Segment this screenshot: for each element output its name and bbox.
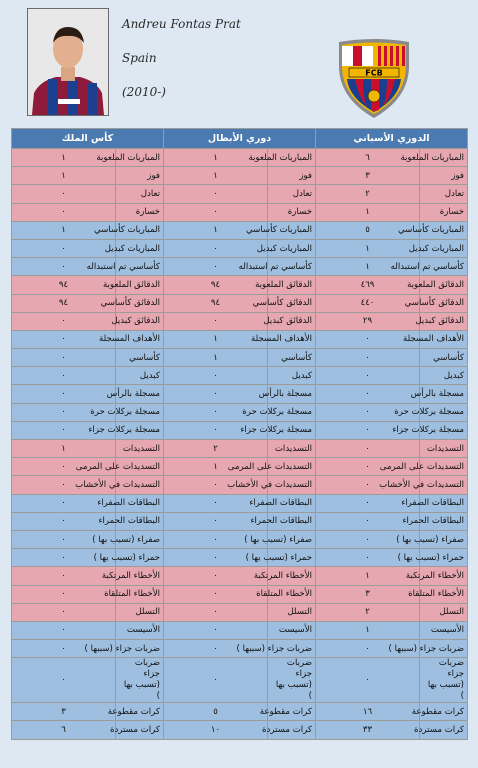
stat-value-copa-del-rey: ٠ xyxy=(12,203,116,221)
stat-label-copa-del-rey: الأهداف المسجلة xyxy=(116,330,164,348)
stat-label-champions-league: الدقائق كبديل xyxy=(268,312,316,330)
stat-value-la-liga: ٠ xyxy=(316,458,420,476)
stat-label-champions-league: ضربات جزاء (تسبب بها ) xyxy=(268,658,316,703)
stat-label-copa-del-rey: حمراء (تسبب بها ) xyxy=(116,549,164,567)
stat-label-la-liga: التسديدات على المرمى xyxy=(420,458,468,476)
stat-label-champions-league: خسارة xyxy=(268,203,316,221)
stat-value-copa-del-rey: ٠ xyxy=(12,239,116,257)
table-row xyxy=(12,221,468,239)
stat-value-champions-league: ١ xyxy=(164,221,268,239)
stat-value-copa-del-rey: ١ xyxy=(12,440,116,458)
stat-label-la-liga: الدقائق الملعوبة xyxy=(420,276,468,294)
table-row xyxy=(12,294,468,312)
table-row xyxy=(12,403,468,421)
stat-value-copa-del-rey: ٠ xyxy=(12,403,116,421)
stat-value-copa-del-rey: ٣ xyxy=(12,703,116,721)
stat-value-champions-league: ٠ xyxy=(164,258,268,276)
stat-value-champions-league: ٠ xyxy=(164,658,268,703)
stat-value-copa-del-rey: ٠ xyxy=(12,185,116,203)
stat-label-la-liga: المباريات كأساسي xyxy=(420,221,468,239)
table-row xyxy=(12,330,468,348)
table-row xyxy=(12,603,468,621)
stat-value-la-liga: ٠ xyxy=(316,367,420,385)
stat-label-copa-del-rey: فوز xyxy=(116,167,164,185)
stat-label-copa-del-rey: التسديدات في الأخشاب xyxy=(116,476,164,494)
stat-label-la-liga: المباريات كبديل xyxy=(420,239,468,257)
stat-value-copa-del-rey: ٠ xyxy=(12,312,116,330)
stat-value-la-liga: ١ xyxy=(316,567,420,585)
stat-value-copa-del-rey: ٠ xyxy=(12,603,116,621)
stat-value-la-liga: ٦ xyxy=(316,149,420,167)
stat-value-champions-league: ٠ xyxy=(164,367,268,385)
stat-value-champions-league: ٠ xyxy=(164,385,268,403)
stat-value-champions-league: ٠ xyxy=(164,185,268,203)
stat-label-copa-del-rey: الدقائق الملعوبة xyxy=(116,276,164,294)
stat-label-champions-league: الأسيست xyxy=(268,621,316,639)
stat-label-la-liga: كرات مقطوعة xyxy=(420,703,468,721)
stat-value-copa-del-rey: ٠ xyxy=(12,640,116,658)
stat-value-la-liga: ٠ xyxy=(316,476,420,494)
stat-label-champions-league: صفراء (تسبب بها ) xyxy=(268,530,316,548)
stat-label-champions-league: حمراء (تسبب بها ) xyxy=(268,549,316,567)
stat-label-la-liga: الأخطاء المتلقاة xyxy=(420,585,468,603)
stat-value-la-liga: ١ xyxy=(316,621,420,639)
stat-value-la-liga: ٣٣ xyxy=(316,721,420,739)
stat-label-la-liga: الأسيست xyxy=(420,621,468,639)
stat-value-la-liga: ٢٩ xyxy=(316,312,420,330)
table-row xyxy=(12,549,468,567)
stat-label-champions-league: كبديل xyxy=(268,367,316,385)
stat-value-copa-del-rey: ٠ xyxy=(12,367,116,385)
fcb-crest-icon xyxy=(333,36,415,122)
stat-label-champions-league: الأهداف المسجلة xyxy=(268,330,316,348)
table-row xyxy=(12,185,468,203)
table-row xyxy=(12,149,468,167)
stat-label-copa-del-rey: الدقائق كأساسي xyxy=(116,294,164,312)
stat-value-champions-league: ١ xyxy=(164,167,268,185)
table-row xyxy=(12,476,468,494)
table-row xyxy=(12,494,468,512)
stat-value-copa-del-rey: ١ xyxy=(12,149,116,167)
table-row xyxy=(12,640,468,658)
stat-value-champions-league: ٠ xyxy=(164,530,268,548)
stat-value-copa-del-rey: ٩٤ xyxy=(12,294,116,312)
stat-label-copa-del-rey: تعادل xyxy=(116,185,164,203)
stat-value-la-liga: ٣ xyxy=(316,585,420,603)
stat-label-la-liga: البطاقات الصفراء xyxy=(420,494,468,512)
table-row xyxy=(12,239,468,257)
player-photo xyxy=(27,8,109,116)
stat-label-la-liga: كأساسي xyxy=(420,349,468,367)
stat-label-la-liga: مسجلة بركلات حرة xyxy=(420,403,468,421)
stat-label-copa-del-rey: التسديدات xyxy=(116,440,164,458)
stat-label-champions-league: مسجلة بالرأس xyxy=(268,385,316,403)
stat-label-champions-league: الدقائق الملعوبة xyxy=(268,276,316,294)
table-row xyxy=(12,276,468,294)
stat-label-la-liga: خسارة xyxy=(420,203,468,221)
stat-label-copa-del-rey: الأخطاء المتلقاة xyxy=(116,585,164,603)
stat-value-la-liga: ٠ xyxy=(316,640,420,658)
stat-value-champions-league: ٠ xyxy=(164,203,268,221)
stat-label-champions-league: ضربات جزاء (سببها ) xyxy=(268,640,316,658)
stat-label-champions-league: البطاقات الحمراء xyxy=(268,512,316,530)
stat-label-champions-league: تعادل xyxy=(268,185,316,203)
stat-label-la-liga: كأساسي تم استبداله xyxy=(420,258,468,276)
stat-value-la-liga: ١ xyxy=(316,258,420,276)
stat-value-champions-league: ١ xyxy=(164,458,268,476)
stat-value-champions-league: ١ xyxy=(164,330,268,348)
stat-value-champions-league: ٩٤ xyxy=(164,294,268,312)
table-row xyxy=(12,349,468,367)
stat-label-copa-del-rey: المباريات الملعوبة xyxy=(116,149,164,167)
stat-value-la-liga: ٠ xyxy=(316,530,420,548)
player-info xyxy=(122,14,312,116)
stat-label-la-liga: البطاقات الحمراء xyxy=(420,512,468,530)
table-row xyxy=(12,258,468,276)
stat-value-la-liga: ٠ xyxy=(316,385,420,403)
stat-value-copa-del-rey: ٠ xyxy=(12,458,116,476)
table-row xyxy=(12,167,468,185)
stat-value-la-liga: ٢ xyxy=(316,185,420,203)
stat-label-copa-del-rey: المباريات كأساسي xyxy=(116,221,164,239)
table-row xyxy=(12,530,468,548)
player-years: (2010-) xyxy=(122,85,166,99)
stat-label-la-liga: المباريات الملعوبة xyxy=(420,149,468,167)
stat-value-copa-del-rey: ٠ xyxy=(12,421,116,439)
stat-label-la-liga: ضربات جزاء (سببها ) xyxy=(420,640,468,658)
stat-value-champions-league: ٢ xyxy=(164,440,268,458)
stat-label-champions-league: كرات مقطوعة xyxy=(268,703,316,721)
stat-value-copa-del-rey: ٠ xyxy=(12,549,116,567)
stat-label-champions-league: مسجلة بركلات حرة xyxy=(268,403,316,421)
stat-label-copa-del-rey: ضربات جزاء (سببها ) xyxy=(116,640,164,658)
table-row xyxy=(12,440,468,458)
stat-value-la-liga: ٠ xyxy=(316,549,420,567)
stat-label-la-liga: التسديدات في الأخشاب xyxy=(420,476,468,494)
stat-label-copa-del-rey: خسارة xyxy=(116,203,164,221)
stat-value-champions-league: ١ xyxy=(164,349,268,367)
stat-value-copa-del-rey: ٠ xyxy=(12,494,116,512)
table-row xyxy=(12,203,468,221)
stat-value-copa-del-rey: ٠ xyxy=(12,349,116,367)
stat-value-copa-del-rey: ٠ xyxy=(12,512,116,530)
stat-label-copa-del-rey: كرات مقطوعة xyxy=(116,703,164,721)
header-la-liga: الدوري الأسباني xyxy=(316,129,468,149)
stat-label-la-liga: صفراء (تسبب بها ) xyxy=(420,530,468,548)
stat-value-la-liga: ١٦ xyxy=(316,703,420,721)
stat-value-copa-del-rey: ١ xyxy=(12,221,116,239)
stat-value-champions-league: ٠ xyxy=(164,585,268,603)
stat-label-copa-del-rey: مسجلة بالرأس xyxy=(116,385,164,403)
stat-label-la-liga: كرات مستردة xyxy=(420,721,468,739)
stat-label-champions-league: المباريات الملعوبة xyxy=(268,149,316,167)
stat-value-copa-del-rey: ١ xyxy=(12,167,116,185)
stats-body xyxy=(12,149,468,740)
stat-value-la-liga: ٠ xyxy=(316,403,420,421)
stat-value-champions-league: ١ xyxy=(164,149,268,167)
stat-label-copa-del-rey: مسجلة بركلات حرة xyxy=(116,403,164,421)
stat-value-la-liga: ٠ xyxy=(316,349,420,367)
stat-value-champions-league: ١٠ xyxy=(164,721,268,739)
stat-label-champions-league: التسديدات على المرمى xyxy=(268,458,316,476)
stat-value-copa-del-rey: ٠ xyxy=(12,567,116,585)
stat-label-champions-league: كأساسي xyxy=(268,349,316,367)
stat-label-la-liga: الأخطاء المرتكبة xyxy=(420,567,468,585)
table-row xyxy=(12,367,468,385)
stat-value-la-liga: ٤٤٠ xyxy=(316,294,420,312)
stat-value-champions-league: ٠ xyxy=(164,421,268,439)
table-row xyxy=(12,385,468,403)
stat-value-copa-del-rey: ٠ xyxy=(12,258,116,276)
table-row xyxy=(12,585,468,603)
stat-label-copa-del-rey: ضربات جزاء (تسبب بها ) xyxy=(116,658,164,703)
stat-value-la-liga: ١ xyxy=(316,203,420,221)
stat-value-la-liga: ٥ xyxy=(316,221,420,239)
stat-label-la-liga: ضربات جزاء (تسبب بها ) xyxy=(420,658,468,703)
stat-label-copa-del-rey: التسلل xyxy=(116,603,164,621)
stat-value-copa-del-rey: ٠ xyxy=(12,585,116,603)
stat-value-la-liga: ٢ xyxy=(316,603,420,621)
player-photo-image xyxy=(28,9,108,115)
stat-label-la-liga: فوز xyxy=(420,167,468,185)
player-name: Andreu Fontas Prat xyxy=(122,17,241,31)
stat-label-champions-league: الأخطاء المرتكبة xyxy=(268,567,316,585)
stat-label-champions-league: مسجلة بركلات جزاء xyxy=(268,421,316,439)
stat-label-la-liga: كبديل xyxy=(420,367,468,385)
stat-value-copa-del-rey: ٠ xyxy=(12,330,116,348)
header-copa-del-rey: كأس الملك xyxy=(12,129,164,149)
header-champions-league: دوري الأبطال xyxy=(164,129,316,149)
stat-value-la-liga: ٠ xyxy=(316,421,420,439)
stat-value-champions-league: ٠ xyxy=(164,567,268,585)
stat-value-la-liga: ٠ xyxy=(316,512,420,530)
stat-label-champions-league: المباريات كبديل xyxy=(268,239,316,257)
stat-label-la-liga: التسديدات xyxy=(420,440,468,458)
stat-label-champions-league: فوز xyxy=(268,167,316,185)
stat-label-copa-del-rey: البطاقات الحمراء xyxy=(116,512,164,530)
stat-value-champions-league: ٠ xyxy=(164,403,268,421)
stat-value-la-liga: ٣ xyxy=(316,167,420,185)
stat-value-copa-del-rey: ٠ xyxy=(12,658,116,703)
table-row xyxy=(12,458,468,476)
stat-label-champions-league: كرات مستردة xyxy=(268,721,316,739)
table-row xyxy=(12,512,468,530)
stat-value-copa-del-rey: ٠ xyxy=(12,385,116,403)
stat-label-champions-league: التسديدات في الأخشاب xyxy=(268,476,316,494)
table-row xyxy=(12,567,468,585)
stat-value-la-liga: ١ xyxy=(316,239,420,257)
stat-label-copa-del-rey: صفراء (تسبب بها ) xyxy=(116,530,164,548)
player-header xyxy=(0,0,478,128)
stat-label-copa-del-rey: البطاقات الصفراء xyxy=(116,494,164,512)
stat-label-champions-league: الدقائق كأساسي xyxy=(268,294,316,312)
stat-label-la-liga: مسجلة بركلات جزاء xyxy=(420,421,468,439)
crest-text: FCB xyxy=(365,68,383,78)
stat-label-copa-del-rey: كأساسي xyxy=(116,349,164,367)
stat-label-copa-del-rey: المباريات كبديل xyxy=(116,239,164,257)
stat-label-copa-del-rey: الأخطاء المرتكبة xyxy=(116,567,164,585)
table-row xyxy=(12,312,468,330)
stat-label-copa-del-rey: الأسيست xyxy=(116,621,164,639)
table-row xyxy=(12,721,468,739)
stat-value-champions-league: ٠ xyxy=(164,603,268,621)
stat-value-champions-league: ٠ xyxy=(164,512,268,530)
stat-label-copa-del-rey: التسديدات على المرمى xyxy=(116,458,164,476)
stat-value-la-liga: ٤٦٩ xyxy=(316,276,420,294)
stat-value-copa-del-rey: ٠ xyxy=(12,476,116,494)
stat-label-champions-league: البطاقات الصفراء xyxy=(268,494,316,512)
stat-label-champions-league: كأساسي تم استبداله xyxy=(268,258,316,276)
stat-value-la-liga: ٠ xyxy=(316,440,420,458)
stat-value-champions-league: ٩٤ xyxy=(164,276,268,294)
stat-value-champions-league: ٠ xyxy=(164,621,268,639)
table-row xyxy=(12,621,468,639)
stat-value-la-liga: ٠ xyxy=(316,330,420,348)
player-country: Spain xyxy=(122,51,157,65)
stat-label-champions-league: التسلل xyxy=(268,603,316,621)
stat-value-champions-league: ٥ xyxy=(164,703,268,721)
stat-value-champions-league: ٠ xyxy=(164,494,268,512)
stat-label-la-liga: الدقائق كبديل xyxy=(420,312,468,330)
table-row xyxy=(12,421,468,439)
stat-value-copa-del-rey: ٠ xyxy=(12,530,116,548)
stat-label-copa-del-rey: مسجلة بركلات جزاء xyxy=(116,421,164,439)
stat-value-champions-league: ٠ xyxy=(164,549,268,567)
stat-label-la-liga: تعادل xyxy=(420,185,468,203)
stat-value-la-liga: ٠ xyxy=(316,494,420,512)
stat-value-champions-league: ٠ xyxy=(164,239,268,257)
stat-value-copa-del-rey: ٦ xyxy=(12,721,116,739)
stats-table xyxy=(11,128,468,740)
stat-value-copa-del-rey: ٠ xyxy=(12,621,116,639)
table-row xyxy=(12,703,468,721)
table-row xyxy=(12,658,468,703)
stat-label-champions-league: المباريات كأساسي xyxy=(268,221,316,239)
stat-value-la-liga: ٠ xyxy=(316,658,420,703)
stat-label-champions-league: الأخطاء المتلقاة xyxy=(268,585,316,603)
stat-value-champions-league: ٠ xyxy=(164,312,268,330)
stat-label-copa-del-rey: كأساسي تم استبداله xyxy=(116,258,164,276)
stat-label-la-liga: التسلل xyxy=(420,603,468,621)
stat-label-la-liga: مسجلة بالرأس xyxy=(420,385,468,403)
stats-header-row xyxy=(12,129,468,149)
stat-value-champions-league: ٠ xyxy=(164,476,268,494)
stat-label-copa-del-rey: كبديل xyxy=(116,367,164,385)
stat-value-champions-league: ٠ xyxy=(164,640,268,658)
stat-value-copa-del-rey: ٩٤ xyxy=(12,276,116,294)
stat-label-la-liga: الأهداف المسجلة xyxy=(420,330,468,348)
stat-label-la-liga: حمراء (تسبب بها ) xyxy=(420,549,468,567)
stat-label-la-liga: الدقائق كأساسي xyxy=(420,294,468,312)
stat-label-copa-del-rey: كرات مستردة xyxy=(116,721,164,739)
stat-label-copa-del-rey: الدقائق كبديل xyxy=(116,312,164,330)
stat-label-champions-league: التسديدات xyxy=(268,440,316,458)
